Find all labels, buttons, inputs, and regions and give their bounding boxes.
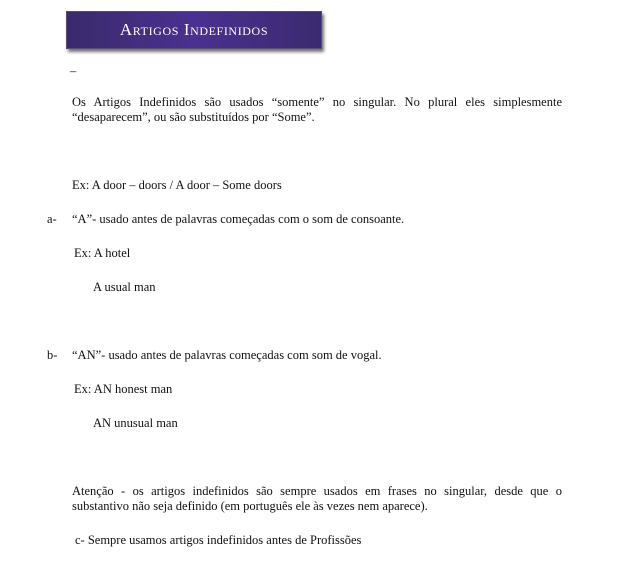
section-title-banner: [66, 11, 322, 49]
item-b-example-1: Ex: AN honest man: [74, 382, 173, 396]
item-c-text: c- Sempre usamos artigos indefinidos antes de Profissões: [75, 533, 362, 547]
attention-paragraph: Atenção - os artigos indefinidos são sempre usados em frases no singular, desde que o substantivo não seja definido (em português ele às vezes nem aparece).: [72, 484, 562, 513]
item-b-example-2: AN unusual man: [93, 416, 178, 430]
item-a-text: “A”- usado antes de palavras começadas com o som de consoante.: [72, 212, 405, 226]
intro-paragraph: Os Artigos Indefinidos são usados “somente” no singular. No plural eles simplesmente “desaparecem”, ou são substituídos por “Some”.: [72, 95, 562, 124]
section-title: Artigos Indefinidos: [119, 20, 269, 39]
item-a-label: a-: [47, 212, 57, 226]
example-intro: Ex: A door – doors / A door – Some doors: [72, 178, 282, 192]
item-b-label: b-: [47, 348, 58, 362]
item-a-example-2: A usual man: [93, 280, 156, 294]
dash-mark: –: [70, 64, 77, 78]
item-a-example-1: Ex: A hotel: [74, 246, 131, 260]
item-b-text: “AN”- usado antes de palavras começadas com som de vogal.: [72, 348, 382, 362]
